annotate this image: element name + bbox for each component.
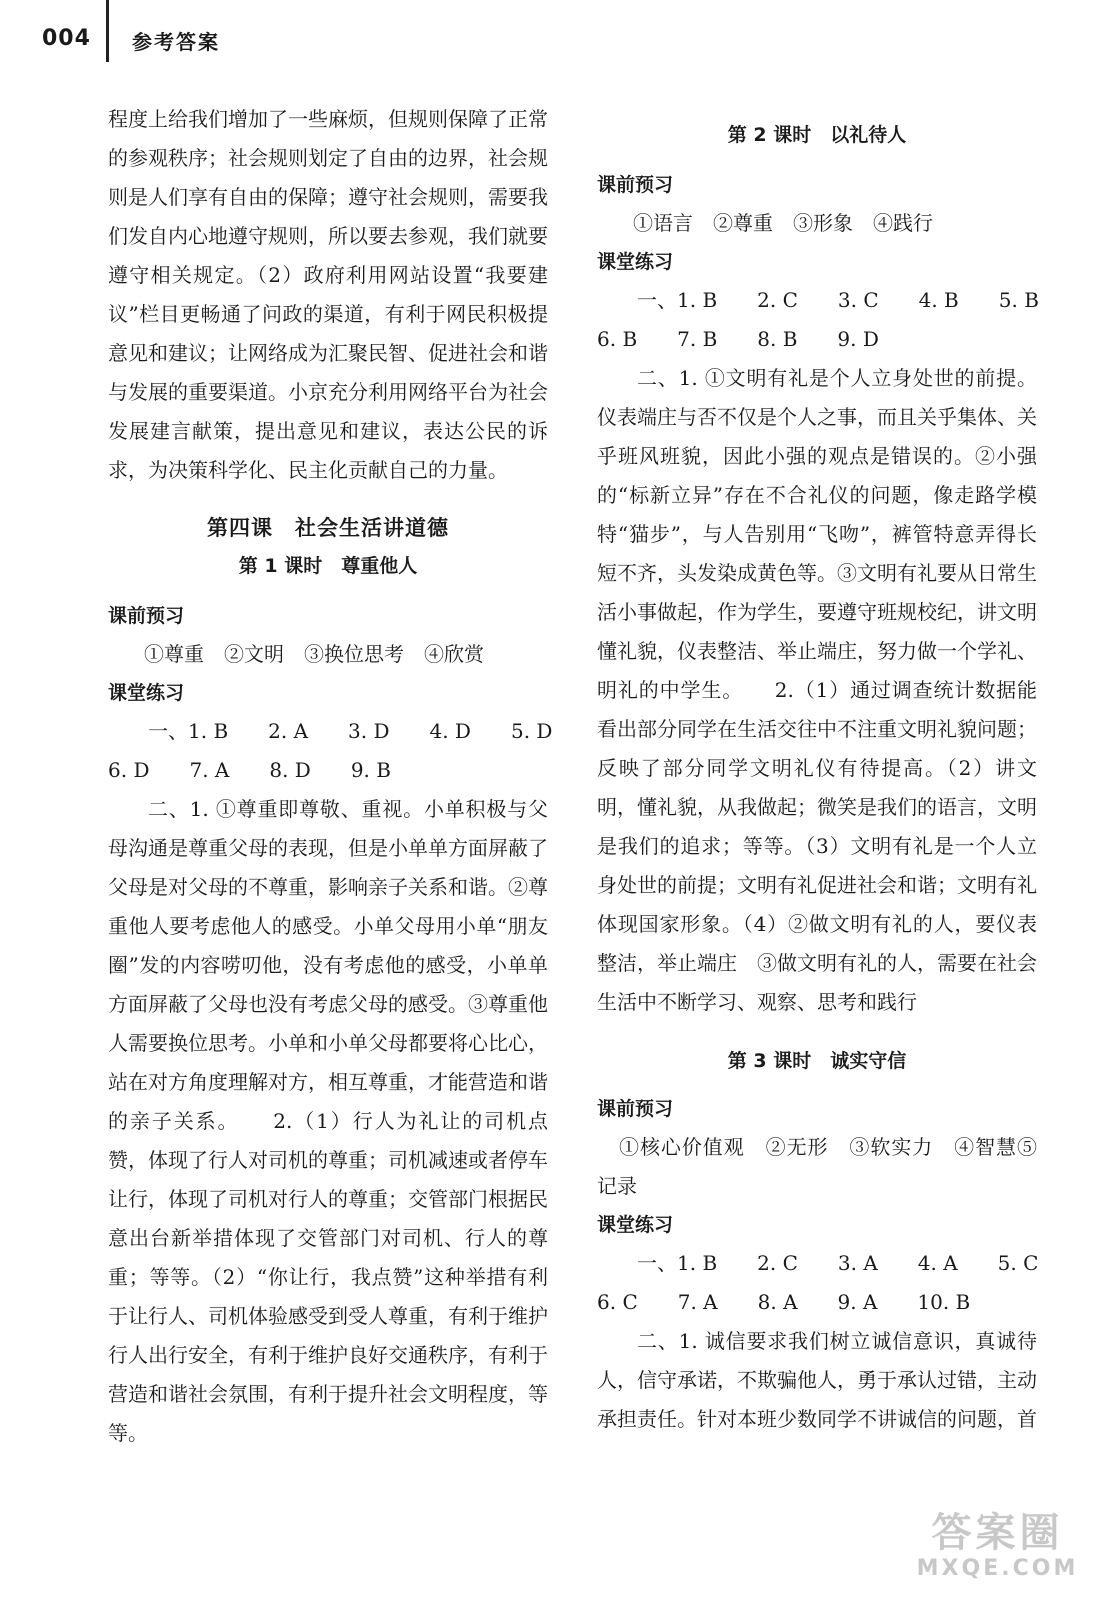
watermark-url: MXQE.COM — [916, 1556, 1079, 1581]
running-title: 参考答案 — [132, 30, 220, 54]
choice-answers: 6. D 7. A 8. D 9. B — [108, 758, 391, 782]
answer-paragraph: 二、1. ①文明有礼是个人立身处世的前提。仪表端庄与否不仅是个人之事，而且关乎集体、关乎班风班貌，因此小强的观点是错误的。②小强的“标新立异”存在不合礼仪的问题，像走路学模特“猫步”，与人告别用“飞吻”，裤管特意弄得长短不齐，头发染成黄色等。③文明有礼要从日常生活小事做起，作为学生，要遵守班规校纪，讲文明懂礼貌，仪表整洁、举止端庄，努力做一个学礼、明礼的中学生。 2.（1）通过调查统计数据能看出部分同学在生活交往中不注重文明礼貌问题；反映了部分同学文明礼仪有待提高。（2）讲文明，懂礼貌，从我做起；微笑是我们的语言，文明是我们的追求；等等。（3）文明有礼是一个人立身处世的前提；文明有礼促进社会和谐；文明有礼体现国家形象。（4）②做文明有礼的人，要仪表整洁，举止端庄 ③做文明有礼的人，需要在社会生活中不断学习、观察、思考和践行 — [597, 366, 1037, 1014]
right-column — [597, 100, 1037, 1439]
choice-answers: 一、1. B 2. C 3. A 4. A 5. C — [637, 1251, 1039, 1275]
period-title: 第 1 课时 尊重他人 — [238, 555, 418, 577]
section-heading: 课前预习 — [597, 1098, 674, 1120]
section-heading: 课前预习 — [108, 605, 185, 627]
watermark-text — [905, 1510, 1090, 1582]
section-heading: 课堂练习 — [597, 251, 674, 273]
preview-answers: ①语言 ②尊重 ③形象 ④践行 — [633, 211, 933, 235]
choice-answers: 6. B 7. B 8. B 9. D — [597, 327, 879, 351]
period-title: 第 3 课时 诚实守信 — [727, 1050, 907, 1072]
section-heading: 课堂练习 — [597, 1214, 674, 1236]
choice-answers: 6. C 7. A 8. A 9. A 10. B — [597, 1290, 971, 1314]
continuation-paragraph: 程度上给我们增加了一些麻烦，但规则保障了正常的参观秩序；社会规则划定了自由的边界，社会规则是人们享有自由的保障；遵守社会规则，需要我们发自内心地遵守规则，所以要去参观，我们就要遵守相关规定。（2）政府利用网站设置“我要建议”栏目更畅通了问政的渠道，有利于网民积极提意见和建议；让网络成为汇聚民智、促进社会和谐与发展的重要渠道。小京充分利用网络平台为社会发展建言献策，提出意见和建议，表达公民的诉求，为决策科学化、民主化贡献自己的力量。 — [108, 107, 548, 482]
left-column — [108, 100, 553, 1453]
page-header — [0, 0, 1105, 80]
section-heading: 课前预习 — [597, 174, 674, 196]
preview-answers: ①核心价值观 ②无形 ③软实力 ④智慧⑤记录 — [597, 1135, 1037, 1198]
watermark-logo — [905, 1510, 1090, 1590]
lesson-title: 第四课 社会生活讲道德 — [207, 516, 449, 540]
answer-paragraph: 二、1. ①尊重即尊敬、重视。小单积极与父母沟通是尊重父母的表现，但是小单单方面屏蔽了父母是对父母的不尊重，影响亲子关系和谐。②尊重他人要考虑他人的感受。小单父母用小单“朋友圈”发的内容唠叨他，没有考虑他的感受，小单单方面屏蔽了父母也没有考虑父母的感受。③尊重他人需要换位思考。小单和小单父母都要将心比心，站在对方角度理解对方，相互尊重，才能营造和谐的亲子关系。 2.（1）行人为礼让的司机点赞，体现了行人对司机的尊重；司机减速或者停车让行，体现了司机对行人的尊重；交管部门根据民意出台新举措体现了交管部门对司机、行人的尊重；等等。（2）“你让行，我点赞”这种举措有利于让行人、司机体验感受到受人尊重，有利于维护行人出行安全，有利于维护良好交通秩序，有利于营造和谐社会氛围，有利于提升社会文明程度，等等。 — [108, 797, 548, 1445]
watermark-cn: 答案圈 — [931, 1510, 1064, 1556]
answer-paragraph: 二、1. 诚信要求我们树立诚信意识，真诚待人，信守承诺，不欺骗他人，勇于承认过错，主动承担责任。针对本班少数同学不讲诚信的问题，首 — [597, 1329, 1037, 1431]
choice-answers: 一、1. B 2. C 3. C 4. B 5. B — [637, 288, 1039, 312]
preview-answers: ①尊重 ②文明 ③换位思考 ④欣赏 — [144, 642, 484, 666]
section-heading: 课堂练习 — [108, 682, 185, 704]
period-title: 第 2 课时 以礼待人 — [727, 124, 907, 146]
page-number: 004 — [42, 26, 91, 51]
choice-answers: 一、1. B 2. A 3. D 4. D 5. D — [148, 719, 553, 743]
header-divider — [106, 0, 109, 62]
